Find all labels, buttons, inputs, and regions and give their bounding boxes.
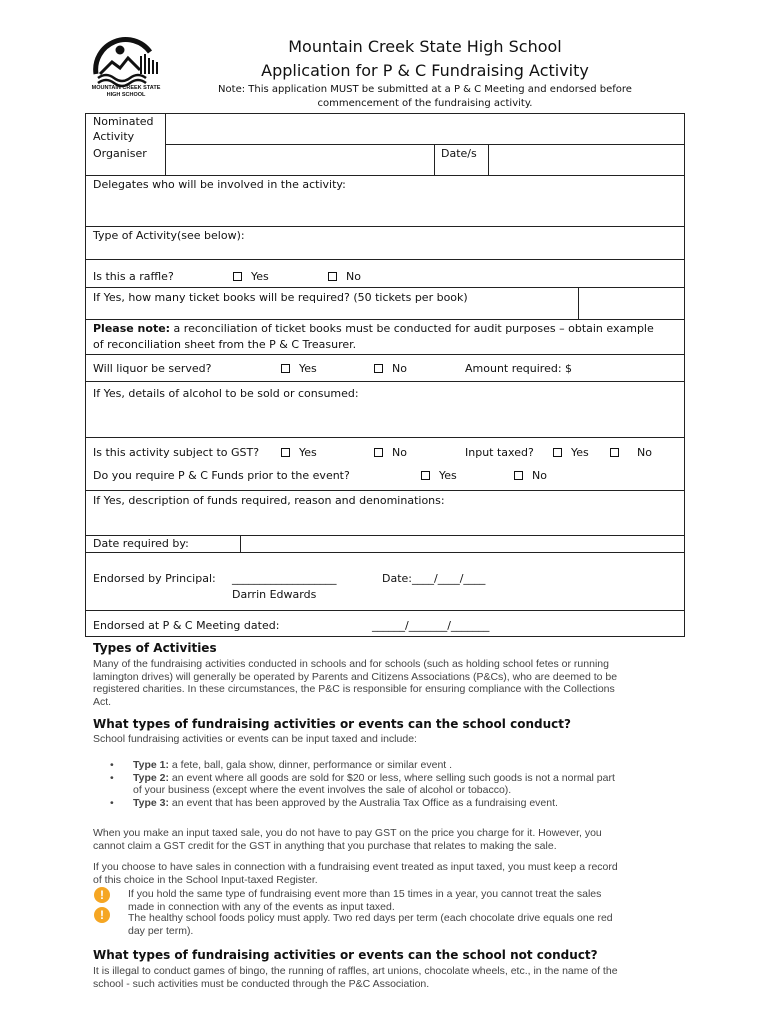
warning-icon: ! [94,887,110,903]
warning-text-1: If you hold the same type of fundraising event more than 15 times in a year, you cannot treat the sales made in connection with any of the events as input taxed. [128,888,602,913]
principal-name: Darrin Edwards [232,588,317,601]
school-name: Mountain Creek State High School [288,37,562,56]
dates-field[interactable] [490,146,683,174]
liquor-no-checkbox[interactable] [374,364,383,373]
organiser-label: Organiser [93,147,147,160]
endorsed-principal-label: Endorsed by Principal: [93,572,216,585]
dates-label: Date/s [441,147,477,160]
type-activity-label: Type of Activity(see below): [93,229,245,242]
input-taxed-question: Input taxed? [465,446,534,459]
register-paragraph: If you choose to have sales in connection with a fundraising event treated as input taxed, you must keep a record of this choice in the School Input-taxed Register. [93,861,618,886]
raffle-no-option[interactable]: No [328,270,361,283]
date-required-label: Date required by: [93,537,189,550]
can-conduct-intro: School fundraising activities or events can be input taxed and include: [93,733,417,745]
list-item: • Type 1: a fete, ball, gala show, dinner, performance or similar event . [110,759,453,771]
ticket-books-question: If Yes, how many ticket books will be required? (50 tickets per book) [93,291,468,304]
funds-yes-option[interactable]: Yes [421,469,457,482]
types-of-activities-heading: Types of Activities [93,641,217,655]
logo-text: MOUNTAIN CREEK STATE HIGH SCHOOL [91,85,161,98]
submission-note-line1: Note: This application MUST be submitted at a P & C Meeting and endorsed before [218,84,632,95]
principal-signature-line[interactable]: ___________________ [232,572,337,585]
funds-yes-checkbox[interactable] [421,471,430,480]
ticket-books-field[interactable] [580,289,683,318]
raffle-yes-option[interactable]: Yes [233,270,269,283]
list-item: • Type 2: an event where all goods are sold for $20 or less, where selling such goods is not a normal part of your business (except where the event involves the sale of alcohol or tobacco). [110,771,615,796]
raffle-yes-checkbox[interactable] [233,272,242,281]
can-conduct-heading: What types of fundraising activities or events can the school conduct? [93,717,571,731]
funds-no-checkbox[interactable] [514,471,523,480]
liquor-yes-option[interactable]: Yes [281,362,317,375]
please-note-text: Please note: a reconciliation of ticket books must be conducted for audit purposes – obtain example [93,322,654,335]
please-note-text-line2: of reconciliation sheet from the P & C Treasurer. [93,338,357,351]
funds-question: Do you require P & C Funds prior to the event? [93,469,350,482]
form-title: Application for P & C Fundraising Activity [261,61,589,80]
type-list [110,759,690,809]
cannot-conduct-text: It is illegal to conduct games of bingo, the running of raffles, art unions, chocolate wheels, etc., in the name of the school - such activities must be conducted through the P&C Association. [93,965,618,990]
input-taxed-yes-checkbox[interactable] [553,448,562,457]
liquor-yes-checkbox[interactable] [281,364,290,373]
principal-date-line[interactable]: Date:____/____/____ [382,572,486,585]
warning-text-2: The healthy school foods policy must apply. Two red days per term (each chocolate drive equals one red day per term). [128,912,613,937]
school-logo [90,34,162,104]
input-taxed-yes-option[interactable]: Yes [553,446,589,459]
gst-question: Is this activity subject to GST? [93,446,260,459]
nominated-label: Nominated [93,115,154,128]
types-of-activities-text: Many of the fundraising activities conducted in schools and for schools (such as holding school fetes or running lamington drives) will generally be operated by Parents and Citizens Associations (P&Cs), who are deemed to be registered charities. In these circumstances, the P&C is responsible for ensuring compliance with the Collections Act. [93,658,618,708]
date-required-field[interactable] [242,537,683,551]
list-item: • Type 3: an event that has been approved by the Australia Tax Office as a fundraising event. [110,796,558,809]
raffle-question: Is this a raffle? [93,270,174,283]
gst-paragraph: When you make an input taxed sale, you do not have to pay GST on the price you charge for it. However, you cannot claim a GST credit for the GST in anything that you purchase that relates to making the sale. [93,827,602,852]
endorsed-meeting-label: Endorsed at P & C Meeting dated: [93,619,280,632]
nominated-activity-field[interactable] [167,115,683,143]
input-taxed-no-checkbox[interactable] [610,448,619,457]
meeting-date-line[interactable]: ______/_______/_______ [372,619,490,632]
amount-required-label: Amount required: $ [465,362,573,375]
warning-icon: ! [94,907,110,923]
submission-note-line2: commencement of the fundraising activity. [317,98,533,109]
liquor-no-option[interactable]: No [374,362,407,375]
funds-no-option[interactable]: No [514,469,547,482]
raffle-no-checkbox[interactable] [328,272,337,281]
activity-label: Activity [93,130,135,143]
gst-yes-checkbox[interactable] [281,448,290,457]
input-taxed-no-option[interactable]: No [610,446,652,459]
organiser-field[interactable] [167,146,433,174]
gst-yes-option[interactable]: Yes [281,446,317,459]
cannot-conduct-heading: What types of fundraising activities or events can the school not conduct? [93,948,598,962]
alcohol-details-label: If Yes, details of alcohol to be sold or consumed: [93,387,359,400]
gst-no-checkbox[interactable] [374,448,383,457]
gst-no-option[interactable]: No [374,446,407,459]
funds-description-label: If Yes, description of funds required, reason and denominations: [93,494,445,507]
delegates-label: Delegates who will be involved in the activity: [93,178,346,191]
liquor-question: Will liquor be served? [93,362,212,375]
